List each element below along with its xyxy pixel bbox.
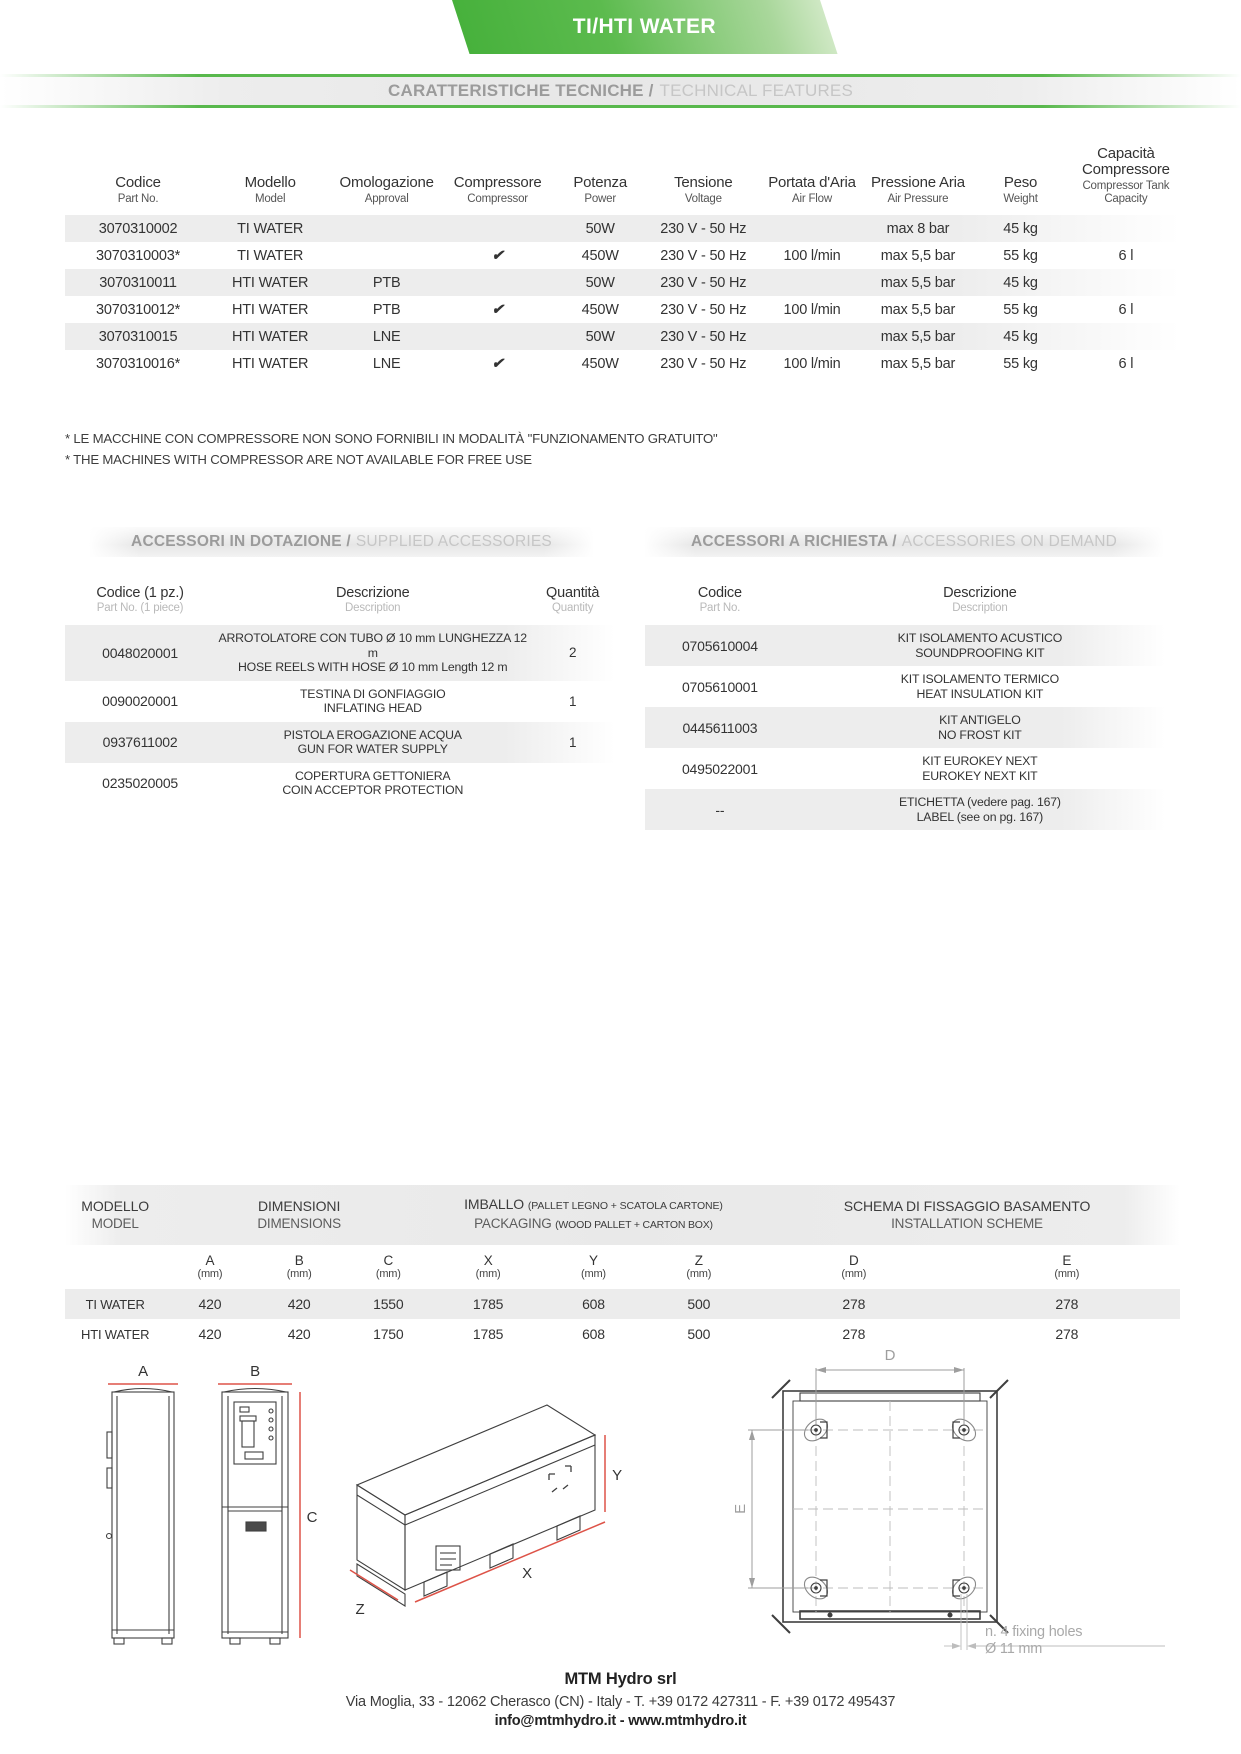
- technical-features-table: [65, 138, 1180, 377]
- cell-a: 420: [198, 1326, 222, 1342]
- drawing-packaging-box: [350, 1405, 605, 1606]
- col-e: E (mm): [1054, 1253, 1080, 1280]
- cell-description: TESTINA DI GONFIAGGIO INFLATING HEAD: [300, 686, 446, 715]
- cell-y: 608: [582, 1326, 605, 1342]
- cell-voltage: 230 V - 50 Hz: [660, 220, 747, 237]
- cell-z: 500: [687, 1296, 711, 1312]
- cell-model: HTI WATER: [231, 301, 309, 318]
- col-header-code: Codice Part No.: [115, 174, 161, 205]
- col-header-weight: Peso Weight: [1003, 174, 1038, 205]
- dim-line-d: [816, 1367, 964, 1424]
- table-header-row: [645, 585, 1165, 625]
- table-row: [65, 350, 1180, 377]
- cell-description: ARROTOLATORE CON TUBO Ø 10 mm LUNGHEZZA 12 m HOSE REELS WITH HOSE Ø 10 mm Length 12 m: [218, 631, 527, 674]
- cell-airflow: [757, 215, 866, 242]
- cell-quantity: 1: [568, 693, 577, 709]
- col-c: C (mm): [375, 1253, 401, 1280]
- group-packaging: IMBALLO (PALLET LEGNO + SCATOLA CARTONE) PACKAGING (WOOD PALLET + CARTON BOX): [464, 1196, 723, 1231]
- cell-weight: 45 kg: [1003, 328, 1038, 345]
- footnote-it: * LE MACCHINE CON COMPRESSORE NON SONO FORNIBILI IN MODALITÀ "FUNZIONAMENTO GRATUITO": [65, 431, 718, 446]
- cell-approval: LNE: [372, 355, 401, 372]
- section-header-supplied-accessories: ACCESSORI IN DOTAZIONE / SUPPLIED ACCESSORIES: [89, 527, 594, 557]
- dim-line-x: [415, 1522, 605, 1602]
- table-row: [65, 242, 1180, 269]
- col-header-model: Modello Model: [244, 174, 296, 205]
- cell-b: 420: [287, 1326, 311, 1342]
- cell-quantity: 2: [568, 645, 577, 661]
- cell-voltage: 230 V - 50 Hz: [660, 355, 747, 372]
- col-header-voltage: Tensione Voltage: [674, 174, 733, 205]
- cell-quantity: 1: [568, 734, 577, 750]
- cell-voltage: 230 V - 50 Hz: [660, 274, 747, 291]
- cell-airflow: 100 l/min: [783, 301, 841, 318]
- cell-power: 450W: [581, 247, 619, 264]
- label-e: E: [732, 1504, 749, 1514]
- cell-voltage: 230 V - 50 Hz: [660, 247, 747, 264]
- cell-model: TI WATER: [237, 220, 304, 237]
- cell-compressor: [444, 215, 551, 242]
- cell-d: 278: [842, 1296, 866, 1312]
- cell-pressure: max 5,5 bar: [880, 328, 956, 345]
- col-header-code: Codice Part No.: [697, 585, 742, 614]
- col-d: D (mm): [841, 1253, 867, 1280]
- label-a: A: [138, 1363, 148, 1380]
- cell-approval: [329, 215, 444, 242]
- group-model: MODELLO MODEL: [81, 1198, 150, 1231]
- cell-airflow: [757, 323, 866, 350]
- table-row: [645, 707, 1165, 748]
- cell-power: 450W: [581, 355, 619, 372]
- table-row: [65, 296, 1180, 323]
- col-header-code: Codice (1 pz.) Part No. (1 piece): [96, 585, 184, 614]
- label-y: Y: [612, 1467, 622, 1484]
- cell-capacity: [1072, 215, 1180, 242]
- cell-description: ETICHETTA (vedere pag. 167) LABEL (see on pg. 167): [898, 795, 1061, 824]
- cell-compressor-check: ✔: [491, 355, 504, 372]
- cell-weight: 45 kg: [1003, 274, 1038, 291]
- footnote-en: * THE MACHINES WITH COMPRESSOR ARE NOT AVAILABLE FOR FREE USE: [65, 452, 532, 467]
- table-row: [645, 789, 1165, 830]
- cell-model: TI WATER: [237, 247, 304, 264]
- cell-code: 0937611002: [102, 734, 178, 750]
- cell-b: 420: [287, 1296, 311, 1312]
- technical-drawings: [0, 1340, 1241, 1670]
- table-row: [65, 269, 1180, 296]
- cell-power: 50W: [585, 328, 615, 345]
- cell-description: KIT ANTIGELO NO FROST KIT: [938, 713, 1022, 742]
- drawing-installation-scheme: [748, 1367, 1165, 1650]
- cell-code: --: [715, 801, 725, 818]
- cell-d: 278: [842, 1326, 866, 1342]
- cell-description: COPERTURA GETTONIERA COIN ACCEPTOR PROTECTION: [282, 768, 464, 797]
- cell-approval: [329, 242, 444, 269]
- cell-capacity: [1072, 323, 1180, 350]
- cell-weight: 45 kg: [1003, 220, 1038, 237]
- cell-pressure: max 5,5 bar: [880, 274, 956, 291]
- col-header-compressor: Compressore Compressor: [453, 174, 542, 205]
- cell-weight: 55 kg: [1003, 301, 1038, 318]
- cell-weight: 55 kg: [1003, 247, 1038, 264]
- cell-code: 0048020001: [102, 644, 178, 661]
- company-name: MTM Hydro srl: [564, 1670, 677, 1688]
- section-header-accessories-on-demand: ACCESSORI A RICHIESTA / ACCESSORIES ON DEMAND: [644, 527, 1164, 557]
- accessories-on-demand-table: [645, 585, 1165, 830]
- group-installation-scheme: SCHEMA DI FISSAGGIO BASAMENTO INSTALLATION SCHEME: [843, 1198, 1091, 1231]
- page-banner: [452, 0, 838, 54]
- table-row: [65, 681, 615, 722]
- table-row: [65, 722, 615, 763]
- cell-model: HTI WATER: [231, 328, 309, 345]
- cell-voltage: 230 V - 50 Hz: [660, 328, 747, 345]
- cell-capacity: 6 l: [1118, 355, 1134, 372]
- fixing-holes-note-line2: Ø 11 mm: [985, 1641, 1043, 1657]
- cell-model: TI WATER: [85, 1296, 145, 1312]
- cell-power: 450W: [581, 301, 619, 318]
- cell-approval: PTB: [372, 274, 401, 291]
- cell-description: KIT ISOLAMENTO TERMICO HEAT INSULATION KIT: [900, 672, 1059, 701]
- cell-code: 0445611003: [682, 719, 758, 736]
- cell-pressure: max 5,5 bar: [880, 301, 956, 318]
- cell-a: 420: [198, 1296, 222, 1312]
- cell-e: 278: [1055, 1326, 1079, 1342]
- table-row: [65, 215, 1180, 242]
- col-a: A (mm): [197, 1253, 223, 1280]
- cell-y: 608: [582, 1296, 605, 1312]
- page-footer: [0, 1670, 1241, 1729]
- footnotes: [65, 428, 718, 470]
- label-x: X: [522, 1565, 532, 1582]
- cell-airflow: 100 l/min: [783, 247, 841, 264]
- section-header-technical-features: [0, 77, 1241, 105]
- col-header-pressure: Pressione Aria Air Pressure: [870, 174, 965, 205]
- cell-pressure: max 5,5 bar: [880, 355, 956, 372]
- cell-description: KIT ISOLAMENTO ACUSTICO SOUNDPROOFING KIT: [897, 631, 1063, 660]
- cell-capacity: 6 l: [1118, 301, 1134, 318]
- cell-capacity: [1072, 269, 1180, 296]
- company-contacts: info@mtmhydro.it - www.mtmhydro.it: [494, 1713, 747, 1729]
- cell-code: 3070310015: [98, 328, 178, 345]
- cell-compressor-check: ✔: [491, 247, 504, 264]
- cell-description: KIT EUROKEY NEXT EUROKEY NEXT KIT: [922, 754, 1038, 783]
- table-row: [65, 323, 1180, 350]
- table-row: [65, 1289, 1180, 1319]
- col-header-approval: Omologazione Approval: [339, 174, 434, 205]
- page-title: TI/HTI WATER: [573, 15, 717, 38]
- col-z: Z (mm): [686, 1253, 712, 1280]
- section-title-en: TECHNICAL FEATURES: [659, 81, 854, 100]
- cell-code: 3070310012*: [95, 301, 181, 318]
- cell-x: 1785: [472, 1296, 504, 1312]
- cell-code: 3070310003*: [95, 247, 181, 264]
- cell-code: 3070310002: [98, 220, 178, 237]
- table-row: [645, 748, 1165, 789]
- table-row: [65, 625, 615, 681]
- table-row: [645, 625, 1165, 666]
- col-header-description: Descrizione Description: [335, 585, 410, 614]
- cell-power: 50W: [585, 274, 615, 291]
- cell-power: 50W: [585, 220, 615, 237]
- fixing-holes-note-line1: n. 4 fixing holes: [985, 1624, 1083, 1640]
- cell-c: 1750: [373, 1326, 404, 1342]
- cell-code: 3070310011: [99, 274, 177, 291]
- cell-z: 500: [687, 1326, 711, 1342]
- group-dimensions: DIMENSIONI DIMENSIONS: [257, 1198, 341, 1231]
- col-header-capacity: Capacità Compressore Compressor Tank Capacity: [1081, 145, 1170, 205]
- cell-quantity: [530, 763, 615, 804]
- cell-airflow: [757, 269, 866, 296]
- cell-approval: PTB: [372, 301, 401, 318]
- cell-compressor-check: ✔: [491, 301, 504, 318]
- col-header-power: Potenza Power: [573, 174, 627, 205]
- cell-c: 1550: [373, 1296, 404, 1312]
- supplied-accessories-table: [65, 585, 615, 804]
- table-header-row: [65, 585, 615, 625]
- dim-unit-row: [65, 1245, 1180, 1289]
- cell-weight: 55 kg: [1003, 355, 1038, 372]
- table-row: [65, 763, 615, 804]
- label-c: C: [306, 1509, 318, 1526]
- dim-group-header-row: [65, 1185, 1180, 1245]
- cell-compressor: [444, 269, 551, 296]
- company-address: Via Moglia, 33 - 12062 Cherasco (CN) - Italy - T. +39 0172 427311 - F. +39 0172 495437: [345, 1694, 896, 1710]
- cell-model: HTI WATER: [231, 274, 309, 291]
- dimensions-table: [65, 1185, 1180, 1349]
- cell-approval: LNE: [372, 328, 401, 345]
- label-b: B: [250, 1363, 260, 1380]
- cell-model: HTI WATER: [231, 355, 309, 372]
- cell-code: 0705610004: [681, 637, 758, 654]
- col-header-airflow: Portata d'Aria Air Flow: [768, 174, 856, 205]
- col-b: B (mm): [286, 1253, 312, 1280]
- cell-code: 0235020005: [102, 775, 178, 791]
- cell-e: 278: [1055, 1296, 1079, 1312]
- cell-code: 0495022001: [681, 760, 758, 777]
- cell-x: 1785: [472, 1326, 504, 1342]
- label-d: D: [884, 1347, 896, 1364]
- col-header-description: Descrizione Description: [943, 585, 1017, 614]
- table-header-row: [65, 138, 1180, 215]
- cell-voltage: 230 V - 50 Hz: [660, 301, 747, 318]
- table-row: [645, 666, 1165, 707]
- drawing-side-view: [107, 1384, 179, 1644]
- cell-code: 0090020001: [102, 693, 178, 709]
- cell-code: 3070310016*: [95, 355, 181, 372]
- cell-capacity: 6 l: [1118, 247, 1134, 264]
- drawing-front-view: [218, 1384, 300, 1644]
- col-header-quantity: Quantità Quantity: [546, 585, 600, 614]
- cell-code: 0705610001: [681, 678, 758, 695]
- cell-description: PISTOLA EROGAZIONE ACQUA GUN FOR WATER SUPPLY: [283, 727, 462, 756]
- section-title-it: CARATTERISTICHE TECNICHE /: [387, 81, 654, 100]
- cell-compressor: [444, 323, 551, 350]
- cell-pressure: max 8 bar: [886, 220, 950, 237]
- cell-pressure: max 5,5 bar: [880, 247, 956, 264]
- col-x: X (mm): [475, 1253, 501, 1280]
- cell-airflow: 100 l/min: [783, 355, 841, 372]
- cell-model: HTI WATER: [81, 1326, 150, 1342]
- label-z: Z: [355, 1601, 365, 1618]
- col-y: Y (mm): [581, 1253, 606, 1280]
